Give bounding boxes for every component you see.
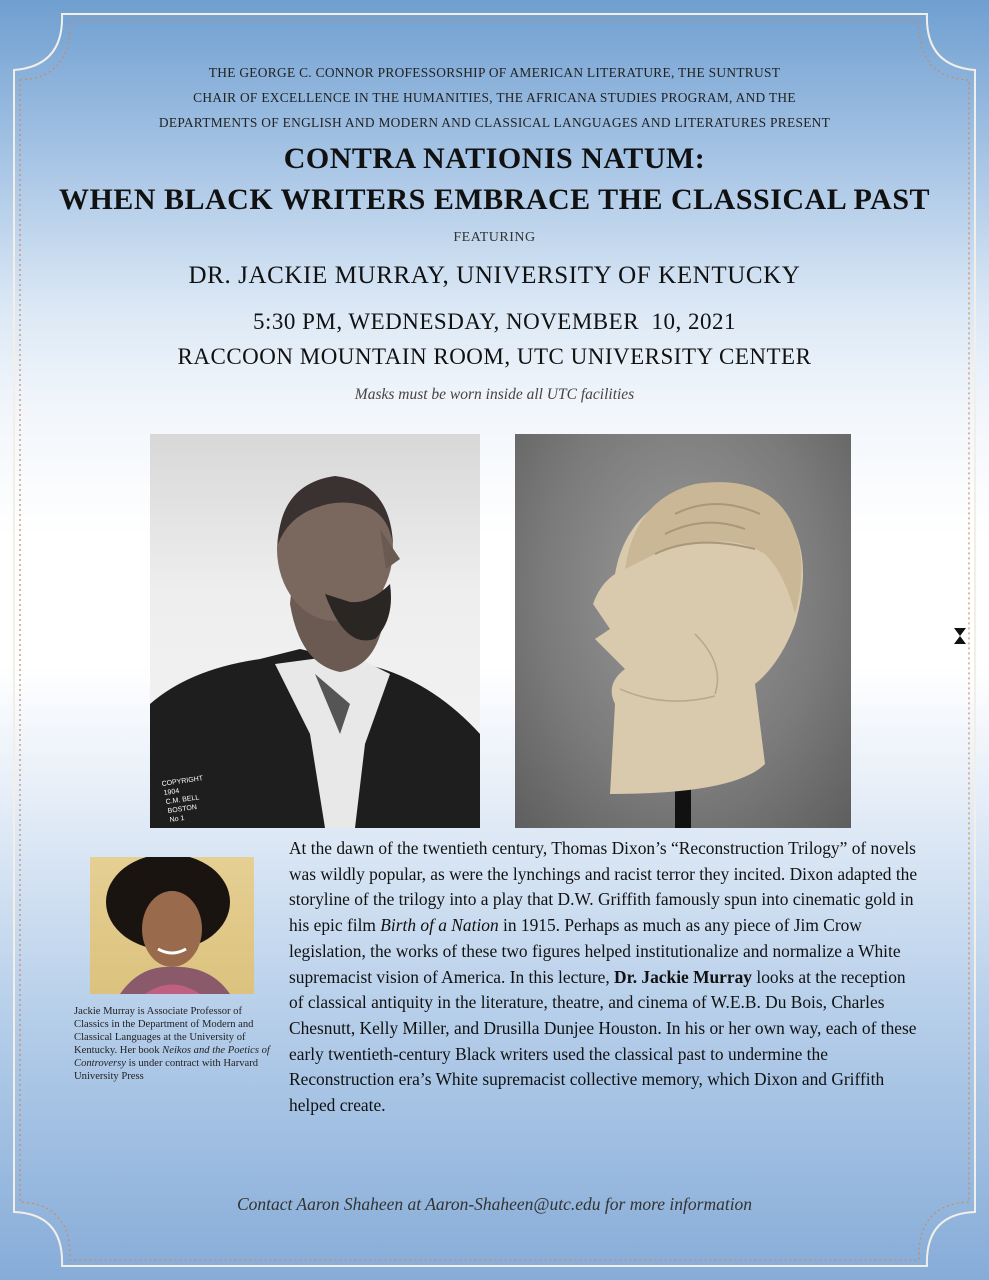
description-text: in 1915. Perhaps as much as any piece of Jim Crow legislation, the works of these two figures helped institutionalize and normalize a White supremacist vision of America. In this lecture, bbox=[289, 915, 901, 987]
dubois-portrait-photo bbox=[150, 434, 480, 828]
bio-text: Jackie Murray is Associate Professor of Classics in the Department of Modern and Classical Languages at the University of Kentucky. Her book bbox=[74, 1006, 254, 1056]
photo-stamp-line: No 1 bbox=[169, 814, 185, 824]
masks-notice: Masks must be worn inside all UTC facilities bbox=[354, 386, 635, 403]
event-datetime: 5:30 PM, WEDNESDAY, NOVEMBER 10, 2021 bbox=[252, 309, 737, 334]
photo-stamp-line: COPYRIGHT bbox=[161, 775, 204, 788]
featuring-label: FEATURING bbox=[453, 230, 536, 245]
film-title: Birth of a Nation bbox=[380, 915, 499, 936]
event-title-line-1: CONTRA NATIONIS NATUM: bbox=[283, 142, 706, 175]
photo-stamp-line: BOSTON bbox=[167, 803, 198, 815]
description-text: At the dawn of the twentieth century, Thomas Dixon’s “Reconstruction Trilogy” of novels was wildly popular, as were the lynchings and racist terror they incited. Dixon adapted the storyline of the trilogy into a play that D.W. Griffith famously spun into cinematic gold in his epic film bbox=[289, 838, 918, 936]
sponsor-line: CHAIR OF EXCELLENCE IN THE HUMANITIES, THE AFRICANA STUDIES PROGRAM, AND THE bbox=[193, 90, 796, 105]
event-venue: RACCOON MOUNTAIN ROOM, UTC UNIVERSITY CENTER bbox=[177, 344, 812, 369]
speaker-name: DR. JACKIE MURRAY, UNIVERSITY OF KENTUCKY bbox=[188, 262, 801, 289]
cursor-marker-icon bbox=[953, 626, 967, 646]
photo-stamp-line: 1904 bbox=[163, 787, 180, 797]
bio-book-title: Neikos and the Poetics of Controversy bbox=[74, 1045, 270, 1069]
marble-bust-photo bbox=[515, 434, 851, 828]
lecture-description bbox=[289, 836, 919, 1119]
description-text: looks at the reception of classical antiquity in the literature, theatre, and cinema of W.E.B. Du Bois, Charles Chesnutt, Kelly Miller, and Drusilla Dunjee Houston. In his or her own way, each of these early twentieth-century Black writers used the classical past to undermine the Reconstruction era’s White supremacist collective memory, which Dixon and Griffith helped create. bbox=[289, 966, 917, 1116]
contact-info: Contact Aaron Shaheen at Aaron-Shaheen@utc.edu for more information bbox=[236, 1194, 753, 1214]
event-title-line-2: WHEN BLACK WRITERS EMBRACE THE CLASSICAL PAST bbox=[58, 183, 931, 216]
speaker-name-bold: Dr. Jackie Murray bbox=[614, 966, 753, 987]
sponsor-line: DEPARTMENTS OF ENGLISH AND MODERN AND CLASSICAL LANGUAGES AND LITERATURES PRESENT bbox=[158, 115, 831, 130]
bio-text: is under contract with Harvard University Press bbox=[74, 1058, 259, 1082]
sponsor-text bbox=[120, 60, 869, 135]
sponsor-line: THE GEORGE C. CONNOR PROFESSORSHIP OF AMERICAN LITERATURE, THE SUNTRUST bbox=[208, 65, 781, 80]
speaker-bio bbox=[74, 1005, 274, 1083]
speaker-headshot-photo bbox=[90, 857, 254, 994]
photo-stamp-line: C.M. BELL bbox=[165, 794, 200, 806]
